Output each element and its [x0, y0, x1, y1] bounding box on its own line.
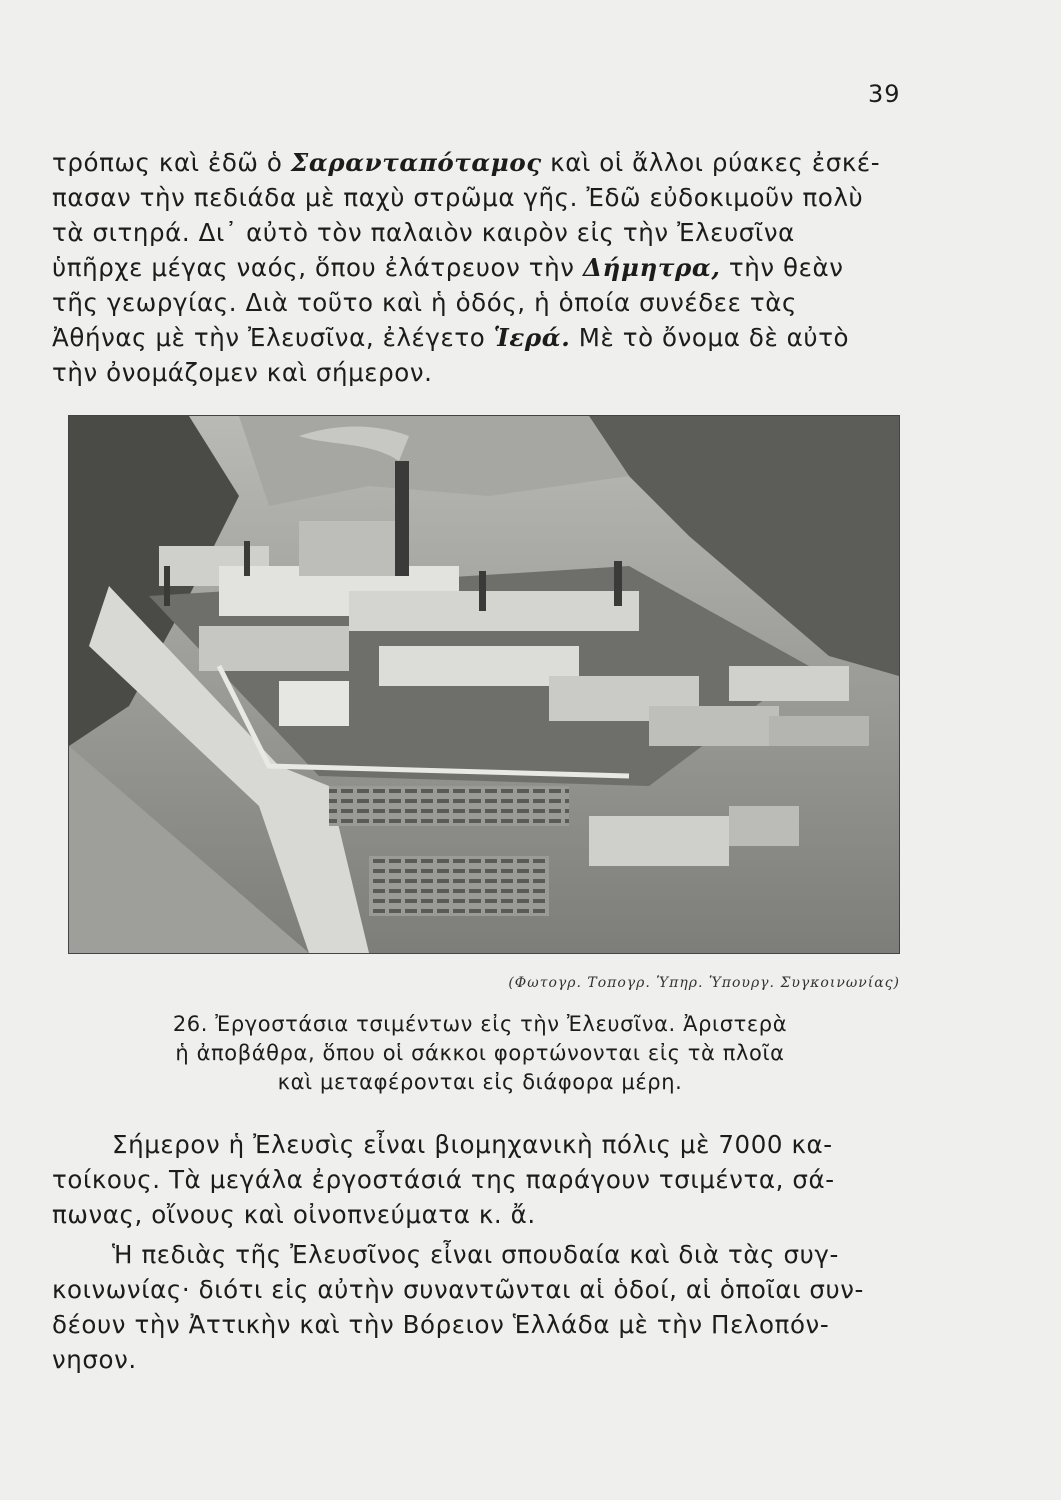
factory-photo-drawing	[69, 416, 899, 953]
paragraph-intro	[52, 145, 902, 390]
text-fragment: Ἀθήνας μὲ τὴν Ἐλευσῖνα, ἐλέγετο	[52, 323, 494, 352]
photo-caption	[100, 1010, 860, 1097]
text-line: τοίκους. Τὰ μεγάλα ἐργοστάσιά της παράγουν τσιμέντα, σά-	[52, 1165, 835, 1194]
storage-yard	[369, 856, 549, 916]
text-line: κοινωνίας· διότι εἰς αὐτὴν συναντῶνται αἱ ὁδοί, αἱ ὁποῖαι συν-	[52, 1275, 864, 1304]
page-number: 39	[868, 80, 901, 108]
text-line	[52, 250, 902, 285]
text-fragment: ὑπῆρχε μέγας ναός, ὅπου ἐλάτρευον τὴν	[52, 253, 583, 282]
chimney	[479, 571, 486, 611]
building	[299, 521, 409, 576]
storage-yard	[329, 786, 569, 826]
chimney	[164, 566, 170, 606]
text-fragment: καὶ οἱ ἄλλοι ρύακες ἐσκέ-	[541, 148, 881, 177]
text-line: Ἡ πεδιὰς τῆς Ἐλευσῖνος εἶναι σπουδαία καὶ διὰ τὰς συγ-	[112, 1240, 839, 1269]
building	[199, 626, 349, 671]
text-line: τὰ σιτηρά. Δι᾿ αὐτὸ τὸν παλαιὸν καιρὸν εἰς τὴν Ἐλευσῖνα	[52, 218, 795, 247]
emphasis-dimitra: Δήμητρα,	[582, 253, 721, 282]
text-line	[52, 145, 902, 180]
text-line: Σήμερον ἡ Ἐλευσὶς εἶναι βιομηχανικὴ πόλις μὲ 7000 κα-	[112, 1130, 833, 1159]
text-fragment: τὴν θεὰν	[720, 253, 844, 282]
text-line	[52, 320, 902, 355]
pier-buildings	[729, 806, 799, 846]
text-fragment: τρόπως καὶ ἐδῶ ὁ	[52, 148, 291, 177]
chimney	[244, 541, 250, 576]
text-line: πασαν τὴν πεδιάδα μὲ παχὺ στρῶμα γῆς. Ἐδῶ εὐδοκιμοῦν πολὺ	[52, 183, 864, 212]
building	[649, 706, 779, 746]
pier-buildings	[589, 816, 729, 866]
building	[349, 591, 639, 631]
caption-line: 26. Ἐργοστάσια τσιμέντων εἰς τὴν Ἐλευσῖνα. Ἀριστερὰ	[172, 1012, 788, 1036]
text-fragment: Μὲ τὸ ὄνομα δὲ αὐτὸ	[570, 323, 850, 352]
text-line: νησον.	[52, 1345, 137, 1374]
caption-line: ἡ ἀποβάθρα, ὅπου οἱ σάκκοι φορτώνονται εἰς τὰ πλοῖα	[175, 1041, 785, 1065]
paragraph-communications	[52, 1237, 902, 1377]
factory-photo	[68, 415, 900, 954]
paragraph-industry	[52, 1127, 902, 1232]
text-line: πωνας, οἴνους καὶ οἰνοπνεύματα κ. ἄ.	[52, 1200, 536, 1229]
photo-credit: (Φωτογρ. Τοπογρ. Ὑπηρ. Ὑπουργ. Συγκοινωνίας)	[508, 975, 900, 991]
text-line: δέουν τὴν Ἀττικὴν καὶ τὴν Βόρειον Ἑλλάδα μὲ τὴν Πελοπόν-	[52, 1310, 830, 1339]
emphasis-iera: Ἱερά.	[493, 323, 571, 352]
text-line: τὴν ὀνομάζομεν καὶ σήμερον.	[52, 358, 433, 387]
chimney	[614, 561, 622, 606]
caption-line: καὶ μεταφέρονται εἰς διάφορα μέρη.	[277, 1070, 683, 1094]
text-line: τῆς γεωργίας. Διὰ τοῦτο καὶ ἡ ὁδός, ἡ ὁποία συνέδεε τὰς	[52, 288, 797, 317]
chimney	[395, 461, 409, 576]
emphasis-sarantapotamos: Σαρανταπόταμος	[290, 148, 542, 177]
building	[729, 666, 849, 701]
building	[279, 681, 349, 726]
building	[769, 716, 869, 746]
